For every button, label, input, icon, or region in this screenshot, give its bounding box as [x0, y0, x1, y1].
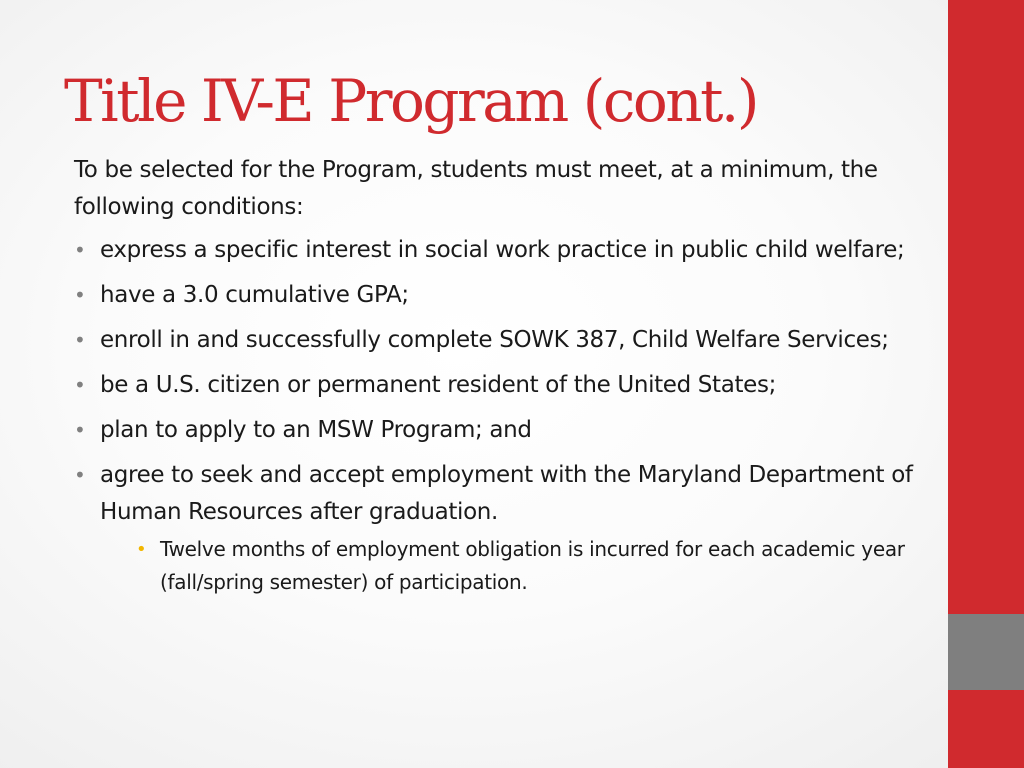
bullet-icon: •: [74, 283, 86, 307]
bullet-item: [74, 412, 934, 449]
bullet-icon: •: [74, 328, 86, 352]
bullet-text: plan to apply to an MSW Program; and: [100, 417, 532, 443]
sub-bullet-item: [100, 533, 934, 599]
slide-body: [74, 152, 934, 607]
slide-title: Title IV-E Program (cont.): [64, 67, 757, 135]
accent-bar-red-bottom: [948, 690, 1024, 768]
bullet-text: enroll in and successfully complete SOWK 387, Child Welfare Services;: [100, 327, 889, 353]
bullet-text: agree to seek and accept employment with the Maryland Department of Human Resources after graduation.: [100, 462, 913, 525]
accent-bar-red-top: [948, 0, 1024, 614]
sub-bullet-icon: •: [136, 539, 147, 560]
bullet-item: [74, 232, 934, 269]
bullet-icon: •: [74, 418, 86, 442]
accent-bar-gray: [948, 614, 1024, 690]
sub-bullet-list: [100, 533, 934, 599]
sub-bullet-text: Twelve months of employment obligation is incurred for each academic year (fall/spring semester) of participation.: [160, 537, 905, 594]
bullet-item: [74, 277, 934, 314]
bullet-item: [74, 367, 934, 404]
bullet-icon: •: [74, 373, 86, 397]
bullet-list: [74, 232, 934, 599]
bullet-item: [74, 457, 934, 599]
bullet-text: be a U.S. citizen or permanent resident of the United States;: [100, 372, 776, 398]
intro-text: To be selected for the Program, students must meet, at a minimum, the following conditions:: [74, 157, 878, 220]
bullet-text: express a specific interest in social work practice in public child welfare;: [100, 237, 905, 263]
bullet-item: [74, 322, 934, 359]
bullet-icon: •: [74, 463, 86, 487]
bullet-icon: •: [74, 238, 86, 262]
bullet-text: have a 3.0 cumulative GPA;: [100, 282, 409, 308]
